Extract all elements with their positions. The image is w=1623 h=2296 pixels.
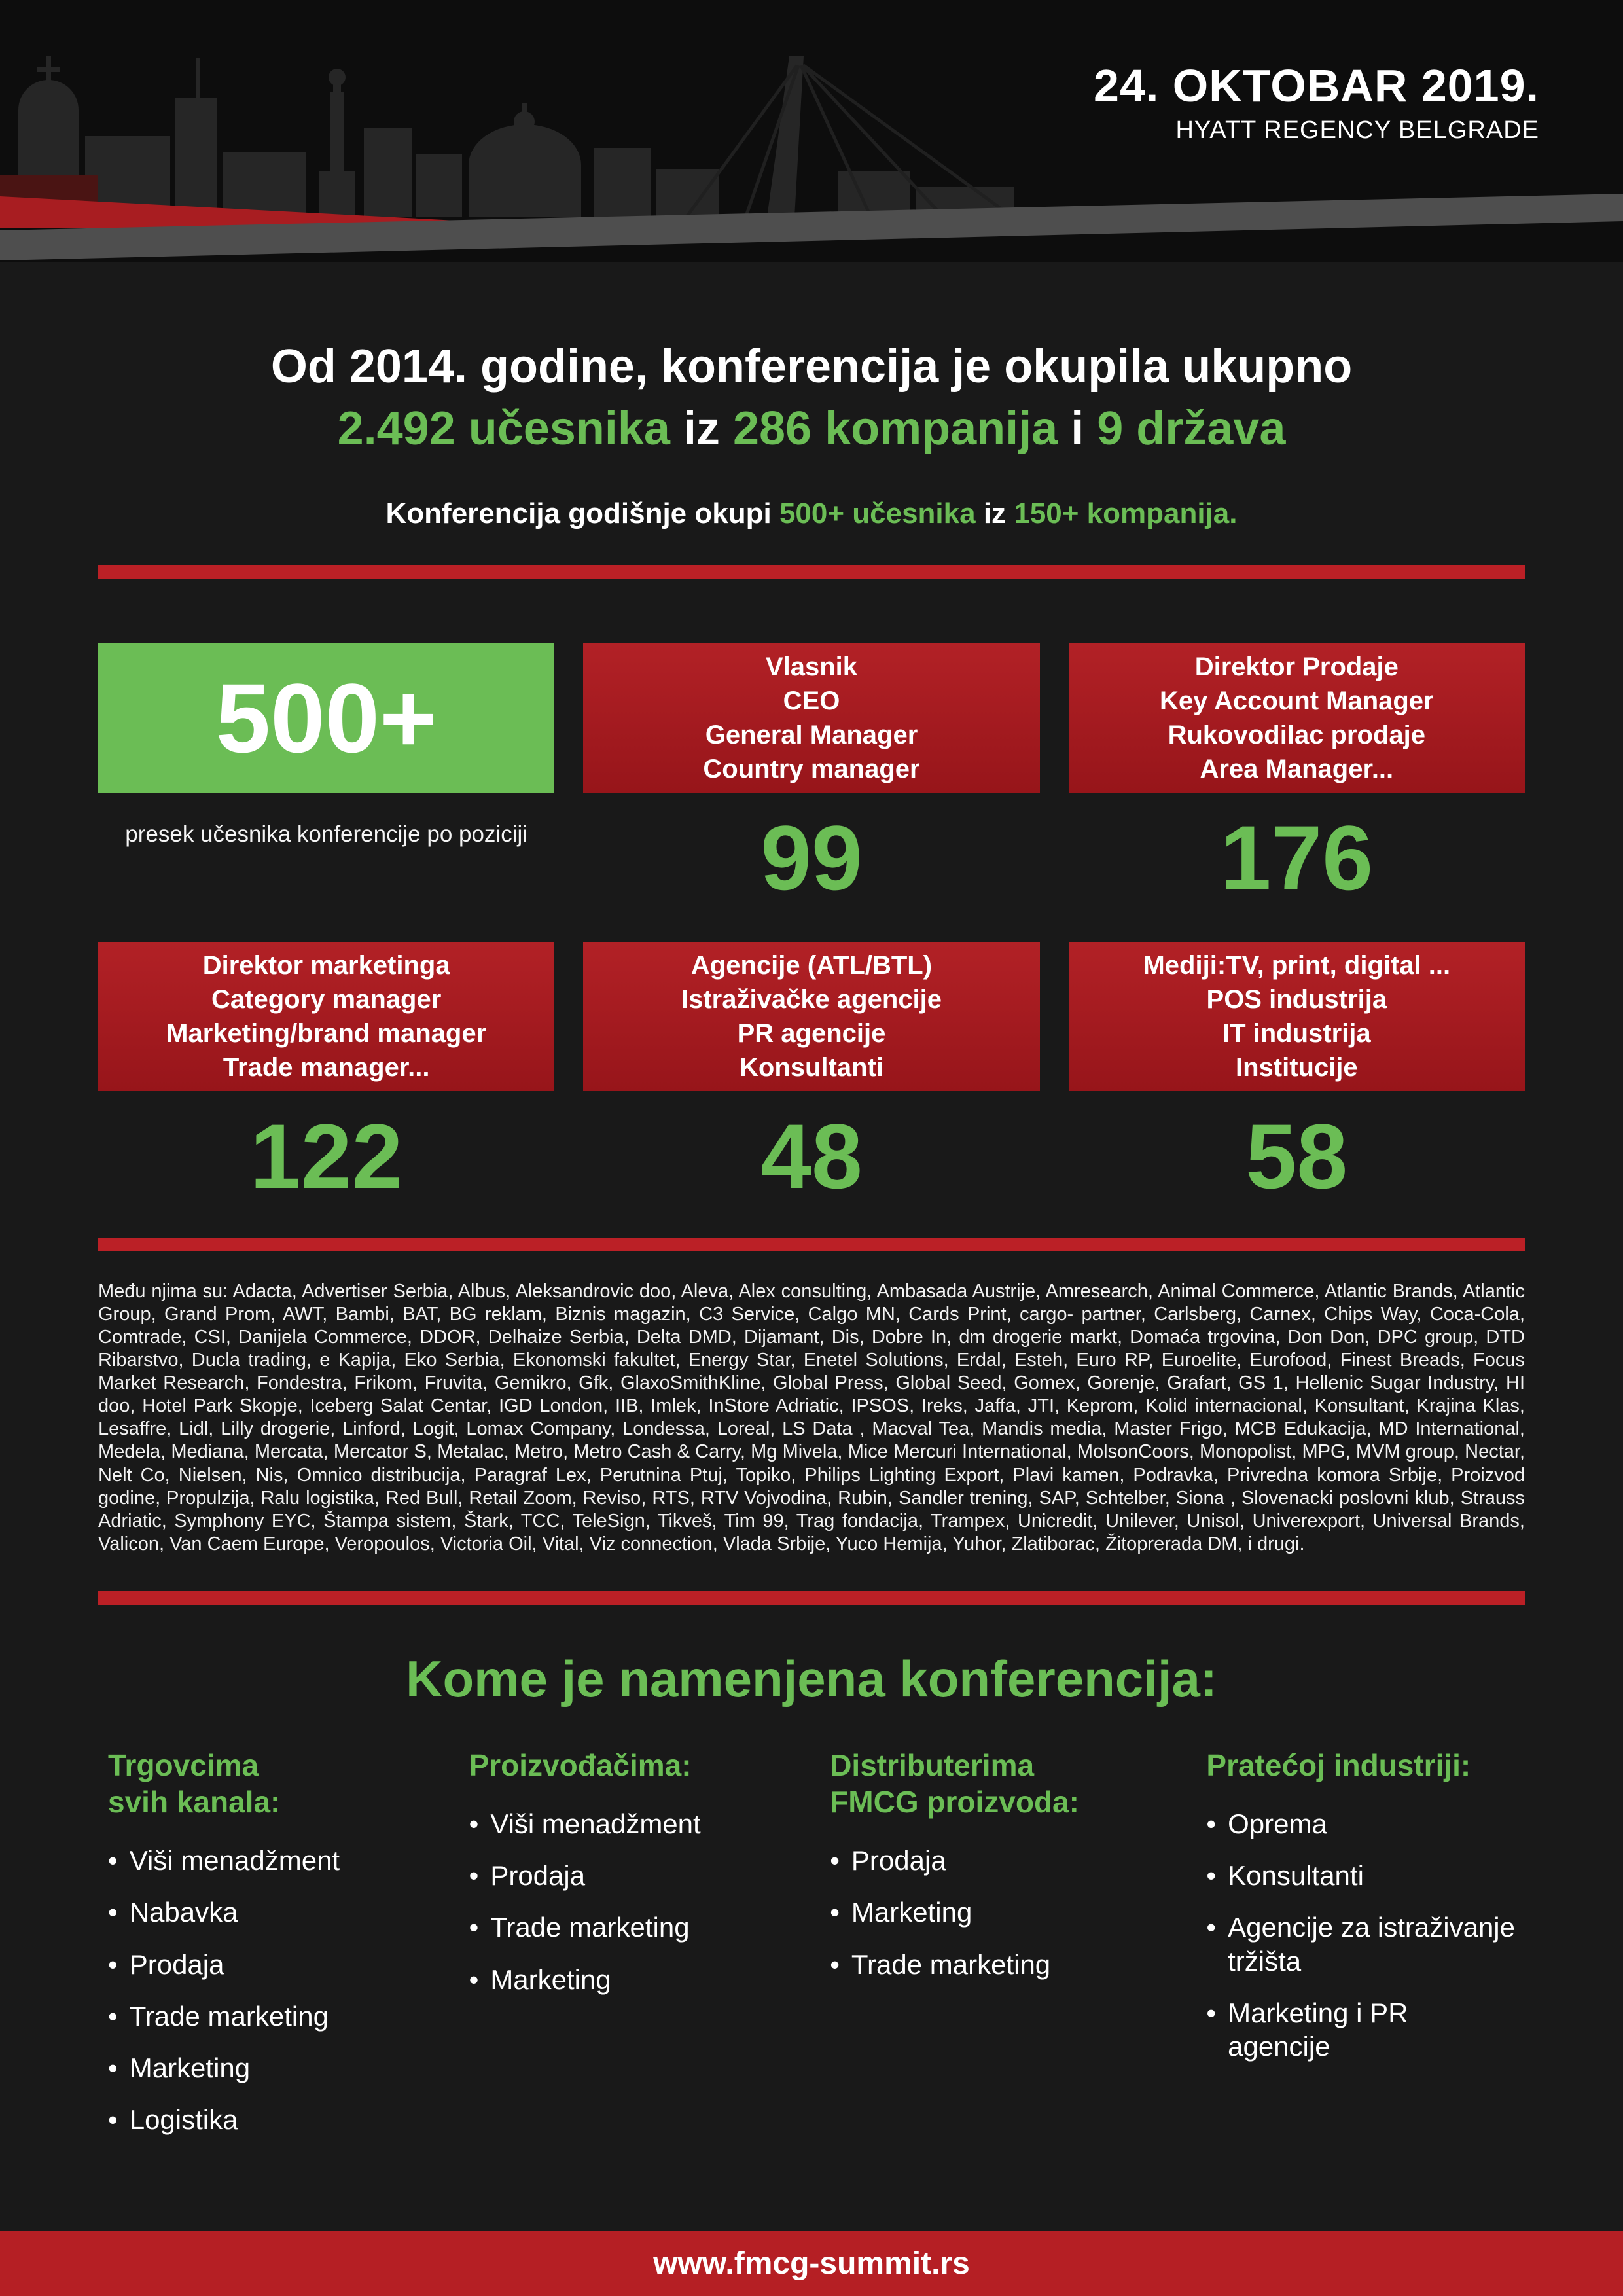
marketing-positions-box: Direktor marketinga Category manager Marketing/brand manager Trade manager...: [98, 942, 554, 1091]
audience-item: • Viši menadžment: [108, 1844, 417, 1877]
audience-item: • Logistika: [108, 2103, 417, 2136]
intro-line1: Od 2014. godine, konferencija je okupila ukupno: [270, 340, 1353, 393]
stat-cell-marketing: [98, 942, 554, 1208]
stat-cell-total: [98, 643, 554, 904]
stats-grid: [98, 643, 1525, 1208]
audience-item: • Oprema: [1206, 1807, 1515, 1840]
hero-header: [0, 0, 1623, 262]
ceo-positions-box: Vlasnik CEO General Manager Country manager: [583, 643, 1039, 793]
audience-group-supporting-industry: [1206, 1747, 1515, 2155]
audience-item: • Prodaja: [108, 1948, 417, 1981]
sales-count: 176: [1220, 806, 1374, 909]
audience-list: [830, 1844, 1154, 1981]
audience-item: • Prodaja: [469, 1859, 778, 1892]
stat-cell-media: [1069, 942, 1525, 1208]
website-link[interactable]: www.fmcg-summit.rs: [653, 2246, 970, 2281]
stats-section: [98, 643, 1525, 1208]
countries-count: 9 država: [1097, 402, 1286, 455]
audience-group-producers: [469, 1747, 778, 2155]
sales-positions-box: Direktor Prodaje Key Account Manager Rukovodilac prodaje Area Manager...: [1069, 643, 1525, 793]
total-participants-box: [98, 643, 554, 793]
audience-section: [0, 1649, 1623, 2155]
event-venue: HYATT REGENCY BELGRADE: [1175, 117, 1539, 144]
audience-item: • Trade marketing: [830, 1948, 1154, 1981]
red-divider: [98, 1238, 1525, 1251]
audience-item: • Trade marketing: [469, 1910, 778, 1944]
total-participants-value: 500+: [215, 662, 437, 773]
audience-grid: [108, 1747, 1515, 2155]
group-heading: Trgovcima svih kanala:: [108, 1748, 281, 1819]
audience-title: Kome je namenjena konferencija:: [406, 1649, 1217, 1708]
audience-item: • Trade marketing: [108, 2000, 417, 2033]
ceo-count: 99: [760, 806, 863, 909]
companies-paragraph: Među njima su: Adacta, Advertiser Serbia, Albus, Aleksandrovic doo, Aleva, Alex consulting, Ambasada Austrije, Amresearch, Animal Commerce, Atlantic Brands, Atlantic Group, Grand Prom, AWT, Bambi, BAT, BG reklam, Biznis magazin, C3 Service, Calgo MN, Cards Print, cargo- partner, Carlsberg, Carnex, Chips Way, Coca-Cola, Comtrade, CSI, Danijela Commerce, DDOR, Delhaize Serbia, Delta DMD, Dijamant, Dis, Dobre In, dm drogerie markt, Domaća trgovina, Don Don, DPC group, DTD Ribarstvo, Ducla trading, e Kapija, Eko Serbia, Ekonomski fakultet, Energy Star, Enetel Solutions, Erdal, Esteh, Euro RP, Euroelite, Eurofood, Finest Breads, Focus Market Research, Fondestra, Frikom, Fruvita, Gemikro, Gfk, GlaxoSmithKline, Global Press, Global Seed, Gomex, Gorenje, Grafart, GS 1, Hellenic Sugar Industry, HI doo, Hotel Park Skopje, Iceberg Salat Centar, IGD London, IIB, Imlek, InStore Adriatic, IPSOS, Ireks, Jaffa, JTI, Keprom, Kolid internacional, Konsultant, Krajina Klas, Lesaffre, Lidl, Lilly drogerie, Linford, Logit, Lomax Company, Londessa, Loreal, LS Data , Macval Tea, Mandis media, Master Frigo, MCB Edukacija, MD International, Medela, Mediana, Mercata, Mercator S, Metalac, Metro, Metro Cash & Carry, Mg Mivela, Mice Mercuri International, MolsonCoors, Monopolist, MPG, MVM group, Nectar, Nelt Co, Nielsen, Nis, Omnico distribucija, Paragraf Lex, Perutnina Ptuj, Topiko, Philips Lighting Export, Plavi kamen, Podravka, Privredna komora Srbije, Proizvod godine, Propulzija, Ralu logistika, Red Bull, Retail Zoom, Reviso, RTS, RTV Vojvodina, Rubin, Sandler trening, SAP, Schtelber, Siona , Slovenacki poslovni klub, Strauss Adriatic, Symphony EYC, Štampa sistem, Štark, TCC, TeleSign, Tikveš, Tim 99, Trag fondacija, Trampex, Unicredit, Unilever, Unisol, Univerexport, Universal Brands, Valicon, Van Caem Europe, Veropoulos, Victoria Oil, Vital, Viz connection, Vlada Srbije, Yuco Hemija, Yuhor, Zlatiborac, Žitoprerada DM, i drugi.: [98, 1280, 1525, 1554]
event-date: 24. OKTOBAR 2019.: [1094, 60, 1539, 111]
participants-count: 2.492 učesnika: [337, 402, 670, 455]
group-heading: Distributerima FMCG proizvoda:: [830, 1748, 1079, 1819]
audience-group-traders: [108, 1747, 417, 2155]
audience-item: • Nabavka: [108, 1895, 417, 1929]
audience-item: • Agencije za istraživanje tržišta: [1206, 1910, 1515, 1977]
group-heading: Pratećoj industriji:: [1206, 1748, 1471, 1782]
audience-item: • Marketing: [469, 1963, 778, 1996]
companies-count: 286 kompanija: [732, 402, 1058, 455]
audience-list: [108, 1844, 417, 2136]
event-date-block: [1094, 60, 1539, 144]
agencies-count: 48: [760, 1104, 863, 1208]
audience-list: [1206, 1807, 1515, 2063]
audience-item: • Marketing i PR agencije: [1206, 1996, 1515, 2063]
audience-item: • Prodaja: [830, 1844, 1154, 1877]
audience-group-distributors: [830, 1747, 1154, 2155]
intro-subtitle: Konferencija godišnje okupi 500+ učesnika iz 150+ kompanija.: [385, 497, 1238, 529]
red-divider: [98, 1591, 1525, 1605]
companies-section: [98, 1280, 1525, 1556]
stat-cell-ceo: [583, 643, 1039, 909]
stats-caption: presek učesnika konferencije po poziciji: [125, 821, 528, 847]
media-count: 58: [1245, 1104, 1348, 1208]
audience-item: • Viši menadžment: [469, 1807, 778, 1840]
stat-cell-sales: [1069, 643, 1525, 909]
stat-cell-agencies: [583, 942, 1039, 1208]
agencies-box: Agencije (ATL/BTL) Istraživačke agencije PR agencije Konsultanti: [583, 942, 1039, 1091]
marketing-count: 122: [249, 1104, 403, 1208]
audience-item: • Marketing: [108, 2051, 417, 2085]
audience-list: [469, 1807, 778, 1996]
group-heading: Proizvođačima:: [469, 1748, 692, 1782]
audience-item: • Marketing: [830, 1895, 1154, 1929]
intro-section: [0, 339, 1623, 530]
media-box: Mediji:TV, print, digital ... POS industrija IT industrija Institucije: [1069, 942, 1525, 1091]
footer-bar: [0, 2231, 1623, 2296]
intro-line2: 2.492 učesnika iz 286 kompanija i 9 država: [337, 402, 1286, 455]
audience-item: • Konsultanti: [1206, 1859, 1515, 1892]
red-divider: [98, 565, 1525, 579]
